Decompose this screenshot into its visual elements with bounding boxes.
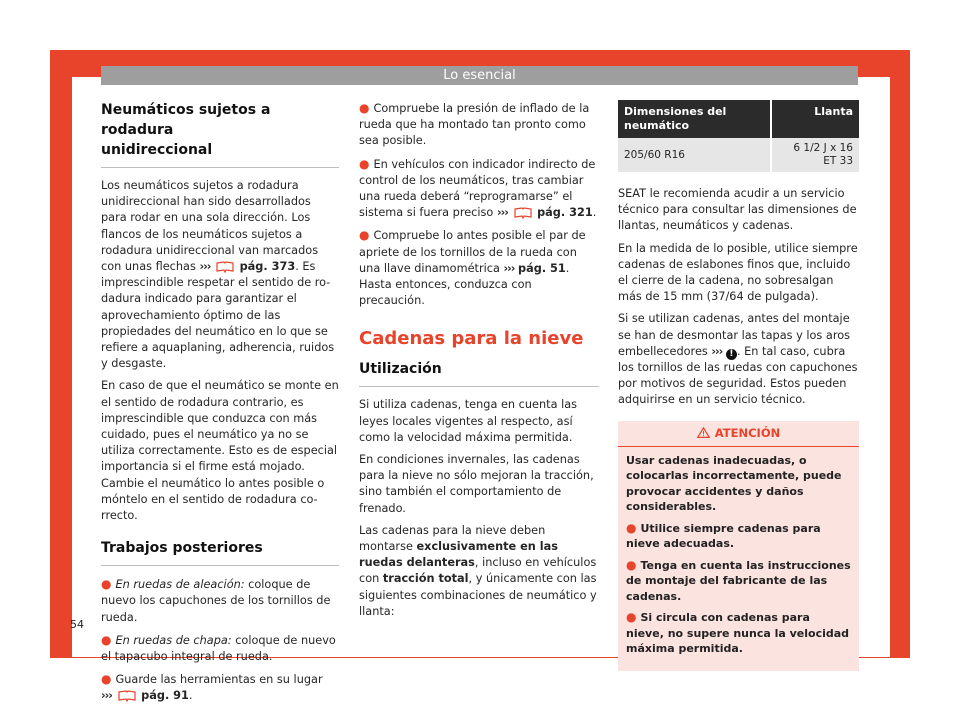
table-row: [618, 138, 859, 172]
book-icon: [514, 207, 532, 219]
list-item: ● En vehículos con indicador indirecto de control de los neumáticos, tras cambiar una rueda deberá “reprogramarse” el sistema si fuera preciso ››› pág. 321.: [359, 156, 597, 220]
bullet-icon: ●: [626, 610, 637, 625]
heading-unidirectional-tyres: [101, 100, 339, 168]
column-right: [618, 100, 859, 671]
page-link-91[interactable]: pág. 91: [141, 689, 189, 703]
heading-line-1: Neumáticos sujetos a rodadura: [101, 102, 271, 138]
tyre-rim-table: [618, 100, 859, 172]
list-item: ● Compruebe la presión de inflado de la rueda que ha montado tan pronto como sea posible.: [359, 101, 590, 148]
heading-line-2: unidireccional: [101, 142, 213, 158]
warning-box: [618, 421, 859, 671]
list-item: ● Tenga en cuenta las instrucciones de montaje del fabricante de las cadenas.: [626, 557, 851, 603]
paragraph-hubcaps: Si se utilizan cadenas, antes del montaje se han de desmontar las tapas y los aros embellecedores ››› ! . En tal caso, cubra los tornillos de las ruedas con capuchones por motivos de seguridad. Estos pueden adquirirse en un servicio técnico.: [618, 312, 858, 407]
section-header-bar: [101, 66, 858, 85]
warning-intro: Usar cadenas inadecuadas, o colocarlas incorrectamente, puede provocar accidentes y daños considerables.: [626, 453, 842, 514]
warning-header: [618, 421, 859, 447]
warning-title: ATENCIÓN: [714, 425, 781, 440]
page-number: 54: [70, 618, 84, 631]
paragraph-front-wheels: Las cadenas para la nieve deben montarse exclusivamente en las ruedas delanteras, incluso en vehículos con tracción total, y únicamente con las siguientes combinaciones de neumático y llanta:: [359, 523, 597, 618]
heading-follow-up-text: Trabajos posteriores: [101, 540, 263, 557]
bullet-icon: ●: [101, 632, 112, 647]
column-left: [101, 100, 339, 711]
paragraph-winter: En condiciones invernales, las cadenas para la nieve no sólo mejoran la tracción, sino también el comportamiento de frenado.: [359, 453, 594, 515]
paragraph-fine-links: En la medida de lo posible, utilice siempre cadenas de eslabones finos que, incluido el cierre de la cadena, no sobresalgan más de 15 mm (37/64 de pulgada).: [618, 241, 858, 304]
cross-ref-arrows-icon: ›››: [503, 261, 515, 275]
section-title: Lo esencial: [443, 68, 516, 83]
page-link-51[interactable]: pág. 51: [518, 261, 566, 275]
warning-body: [618, 447, 859, 657]
bullet-icon: ●: [626, 520, 637, 535]
list-item: ● Si circula con cadenas para nieve, no supere nunca la velocidad máxima permitida.: [626, 610, 850, 656]
bullet-icon: ●: [359, 228, 370, 243]
list-item: ● En ruedas de aleación: coloque de nuevo los capuchones de los tornillos de rueda.: [101, 577, 331, 624]
bullet-icon: ●: [626, 557, 637, 572]
bullet-icon: ●: [359, 156, 370, 171]
heading-follow-up: [101, 538, 339, 566]
paragraph-wrong-direction: En caso de que el neumático se monte en el sentido de rodadura contrario, es imprescindible que conduzca con más cuidado, pues el neumático ya no se utiliza correctamente. Esto es de especial importancia si el firme está mojado. Cambie el neumático lo antes posible o móntelo en el sentido de rodadura correcto.: [101, 379, 339, 523]
paragraph-laws: Si utiliza cadenas, tenga en cuenta las leyes locales vigentes al respecto, así como la velocidad máxima permitida.: [359, 398, 578, 444]
heading-usage-text: Utilización: [359, 361, 442, 378]
column-middle: [359, 100, 599, 626]
cross-ref-arrows-icon: ›››: [496, 206, 508, 220]
book-icon: [118, 690, 136, 702]
bullet-icon: ●: [101, 672, 112, 687]
table-header-tyre: Dimensiones del neumático: [618, 100, 771, 138]
bullet-icon: ●: [101, 577, 112, 592]
page-link-321[interactable]: pág. 321: [537, 206, 593, 220]
book-icon: [216, 261, 234, 273]
list-item: ● Compruebe lo antes posible el par de apriete de los tornillos de la rueda con una llave dinamométrica ››› pág. 51. Hasta entonces, conduzca con precaución.: [359, 228, 586, 308]
page-link-373[interactable]: pág. 373: [239, 260, 296, 274]
heading-snow-chains: Cadenas para la nieve: [359, 328, 584, 350]
cross-ref-arrows-icon: ›››: [199, 260, 211, 274]
warning-reference-icon[interactable]: !: [726, 349, 737, 360]
table-header-row: [618, 100, 859, 138]
cross-ref-arrows-icon: ›››: [711, 344, 723, 358]
paragraph-seat-recommendation: SEAT le recomienda acudir a un servicio técnico para consultar las dimensiones de llantas, neumáticos y cadenas.: [618, 187, 857, 233]
bullet-icon: ●: [359, 101, 370, 115]
paragraph-tyre-direction: Los neumáticos sujetos a rodadura unidireccional han sido desarrollados para rodar en una sola dirección. Los flancos de los neumáticos sujetos a rodadura unidireccional van marcados con unas flechas ››› pág. 373. Es imprescindible respetar el sentido de rodadura indicado para garantizar el aprovechamiento óptimo de las propiedades del neumático en lo que se refiere a aquaplaning, adherencia, ruidos y desgaste.: [101, 179, 335, 371]
list-item: ● Guarde las herramientas en su lugar ››› pág. 91.: [101, 672, 323, 703]
warning-triangle-icon: [697, 427, 710, 438]
table-cell-tyre: 205/60 R16: [618, 138, 771, 172]
table-cell-rim: 6 1/2 J x 16 ET 33: [771, 138, 859, 172]
heading-usage: [359, 359, 599, 387]
cross-ref-arrows-icon: ›››: [101, 689, 112, 703]
list-item: ● En ruedas de chapa: coloque de nuevo el tapacubo integral de rueda.: [101, 632, 336, 664]
list-item: ● Utilice siempre cadenas para nieve adecuadas.: [626, 520, 821, 551]
table-header-rim: Llanta: [771, 100, 859, 138]
